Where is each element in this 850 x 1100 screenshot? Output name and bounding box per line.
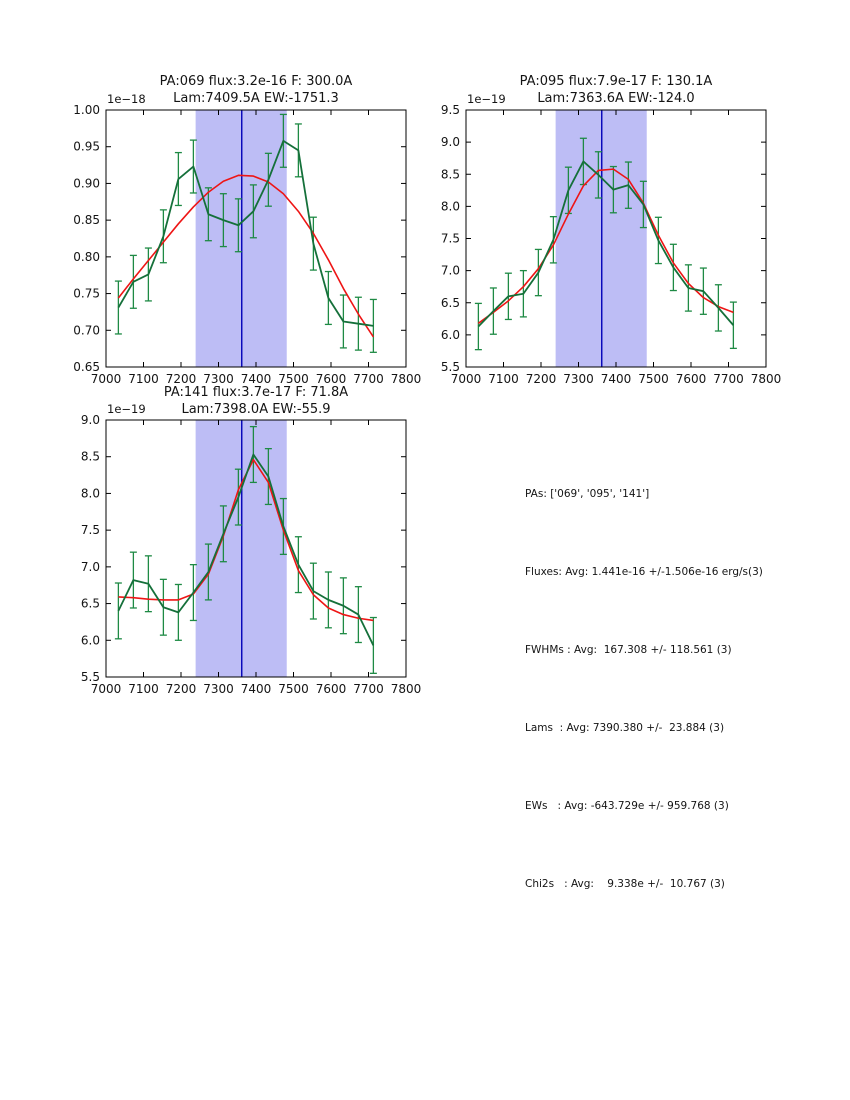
plot-pa095-title-line2: Lam:7363.6A EW:-124.0: [537, 91, 695, 106]
y-tick-label: 6.5: [440, 295, 460, 310]
x-tick-label: 7200: [525, 372, 557, 386]
x-tick-label: 7600: [315, 372, 347, 386]
y-tick-label: 0.75: [73, 286, 100, 301]
plot-pa069-title-line1: PA:069 flux:3.2e-16 F: 300.0A: [159, 74, 353, 89]
plot-pa069-offset-label: 1e−18: [107, 92, 146, 106]
plot-pa095-offset-label: 1e−19: [467, 92, 506, 106]
plot-pa141-title-line2: Lam:7398.0A EW:-55.9: [181, 402, 331, 417]
stats-line-lams: Lams : Avg: 7390.380 +/- 23.884 (3): [525, 722, 725, 734]
x-tick-label: 7300: [563, 372, 594, 386]
y-tick-label: 0.65: [73, 360, 100, 374]
plot-pa069-title: [106, 73, 406, 107]
plot-pa095-title-line1: PA:095 flux:7.9e-17 F: 130.1A: [519, 74, 713, 89]
y-tick-label: 9.0: [440, 135, 460, 150]
x-tick-label: 7800: [390, 682, 422, 696]
stats-panel: [525, 429, 763, 949]
x-tick-label: 7500: [278, 682, 309, 696]
x-tick-label: 7400: [600, 372, 632, 386]
y-tick-label: 1.00: [73, 103, 100, 117]
y-tick-label: 6.0: [440, 327, 460, 342]
x-tick-label: 7500: [278, 372, 309, 386]
y-tick-label: 0.70: [73, 323, 100, 338]
x-tick-label: 7600: [675, 372, 707, 386]
stats-line-ews: EWs : Avg: -643.729e +/- 959.768 (3): [525, 800, 729, 812]
x-tick-label: 7800: [390, 372, 422, 386]
x-tick-label: 7400: [240, 372, 272, 386]
y-tick-label: 8.0: [440, 199, 460, 214]
x-tick-label: 7000: [90, 682, 122, 696]
plot-pa095-title: [466, 73, 766, 107]
plot-pa141: [81, 413, 421, 696]
plot-pa095: [441, 103, 781, 386]
plot-pa069: [73, 103, 421, 386]
y-tick-label: 0.85: [73, 213, 100, 228]
x-tick-label: 7800: [750, 372, 782, 386]
plot-pa141-offset-label: 1e−19: [107, 402, 146, 416]
y-tick-label: 7.5: [440, 231, 460, 246]
x-tick-label: 7300: [203, 682, 234, 696]
x-tick-label: 7600: [315, 682, 347, 696]
y-tick-label: 5.5: [80, 670, 100, 684]
x-tick-label: 7200: [165, 682, 197, 696]
y-tick-label: 6.0: [80, 633, 100, 648]
y-tick-label: 6.5: [80, 596, 100, 611]
y-tick-label: 8.5: [80, 449, 100, 464]
stats-line-fwhms: FWHMs : Avg: 167.308 +/- 118.561 (3): [525, 644, 732, 656]
x-tick-label: 7700: [353, 682, 384, 696]
plot-pa141-title: [106, 384, 406, 418]
x-tick-label: 7000: [450, 372, 482, 386]
y-tick-label: 8.0: [80, 486, 100, 501]
y-tick-label: 8.5: [440, 167, 460, 182]
y-tick-label: 9.5: [440, 103, 460, 117]
x-tick-label: 7100: [488, 372, 519, 386]
y-tick-label: 0.80: [73, 249, 100, 264]
y-tick-label: 7.5: [80, 523, 100, 538]
x-tick-label: 7500: [638, 372, 669, 386]
plot-pa069-title-line2: Lam:7409.5A EW:-1751.3: [173, 91, 339, 106]
y-tick-label: 5.5: [440, 360, 460, 374]
x-tick-label: 7100: [128, 372, 159, 386]
x-tick-label: 7000: [90, 372, 122, 386]
y-tick-label: 9.0: [80, 413, 100, 427]
x-tick-label: 7700: [353, 372, 384, 386]
stats-line-fluxes: Fluxes: Avg: 1.441e-16 +/-1.506e-16 erg/s(3): [525, 566, 763, 578]
stats-line-pas: PAs: ['069', '095', '141']: [525, 488, 650, 500]
stats-line-chi2s: Chi2s : Avg: 9.338e +/- 10.767 (3): [525, 878, 725, 890]
plot-pa141-title-line1: PA:141 flux:3.7e-17 F: 71.8A: [163, 385, 349, 400]
x-tick-label: 7100: [128, 682, 159, 696]
x-tick-label: 7400: [240, 682, 272, 696]
y-tick-label: 0.95: [73, 139, 100, 154]
y-tick-label: 7.0: [80, 559, 100, 574]
y-tick-label: 0.90: [73, 176, 100, 191]
y-tick-label: 7.0: [440, 263, 460, 278]
x-tick-label: 7200: [165, 372, 197, 386]
x-tick-label: 7300: [203, 372, 234, 386]
x-tick-label: 7700: [713, 372, 744, 386]
